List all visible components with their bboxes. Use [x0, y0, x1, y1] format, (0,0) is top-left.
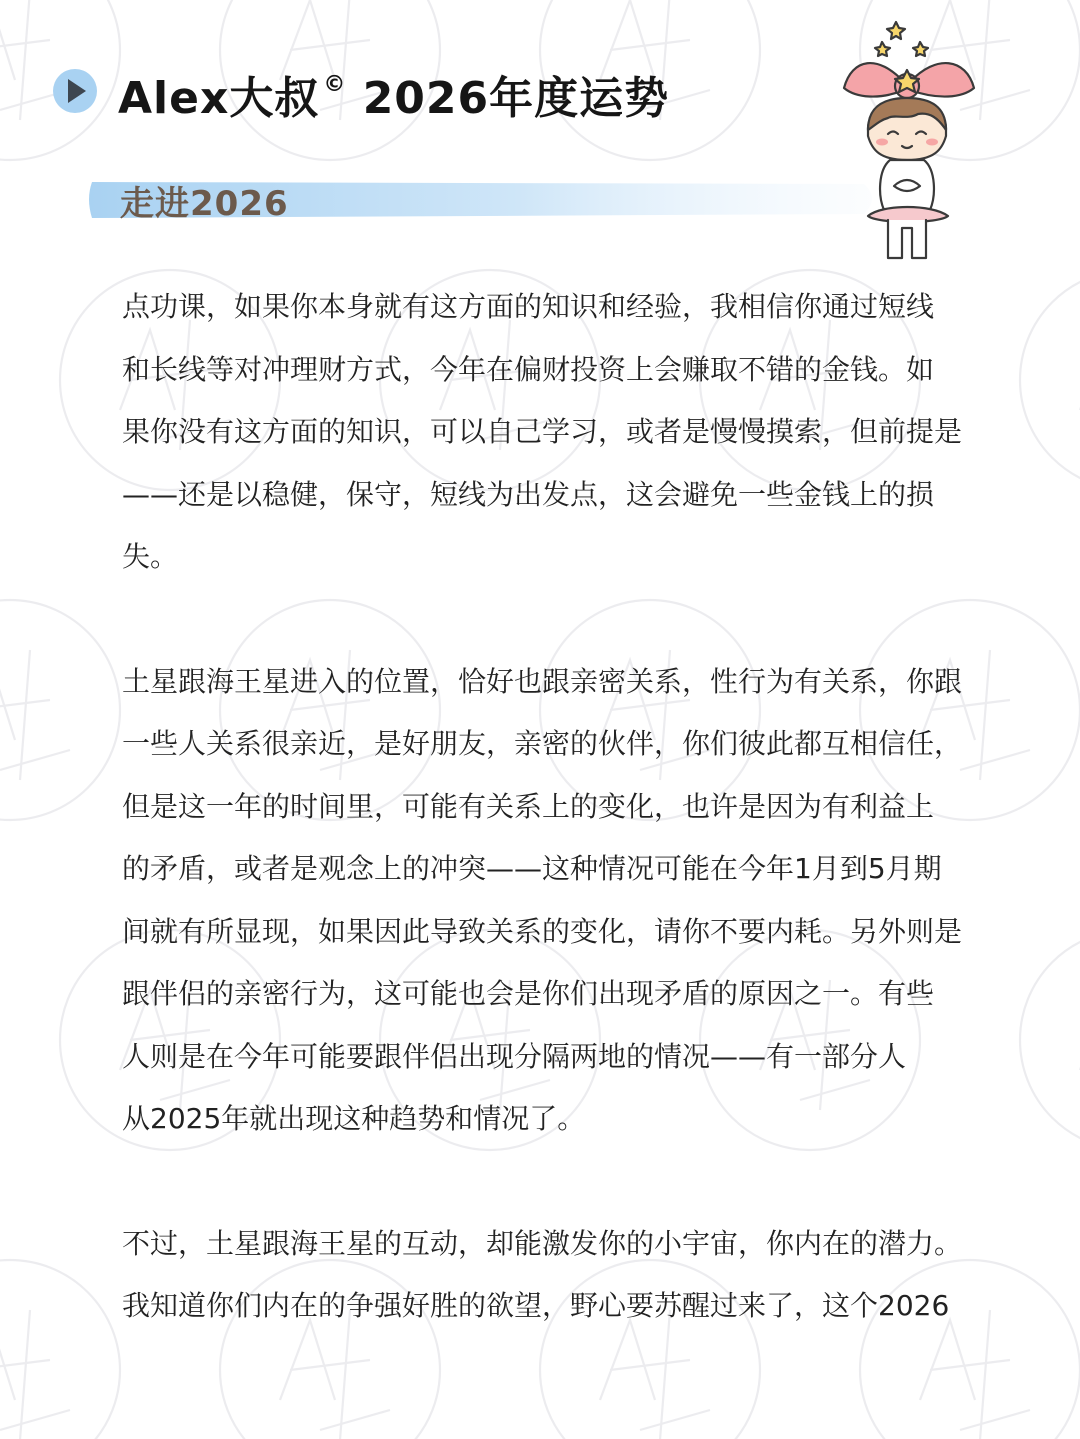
text-line: ——还是以稳健，保守，短线为出发点，这会避免一些金钱上的损: [122, 477, 935, 511]
text-line: 跟伴侣的亲密行为，这可能也会是你们出现矛盾的原因之一。有些: [122, 977, 935, 1010]
text-line: 的矛盾，或者是观念上的冲突——这种情况可能在今年1月到5月期: [122, 852, 942, 885]
text-line: 点功课，如果你本身就有这方面的知识和经验，我相信你通过短线: [122, 290, 935, 323]
article-body: [122, 276, 972, 1400]
text-line: 果你没有这方面的知识，可以自己学习，或者是慢慢摸索，但前提是: [122, 415, 963, 448]
text-line: 失。: [122, 540, 179, 573]
mascot-illustration: [838, 10, 978, 268]
header: [52, 60, 832, 124]
text-line: 从2025年就出现这种趋势和情况了。: [122, 1102, 586, 1135]
page-title: Alex大叔 © 2026年度运势: [118, 72, 670, 124]
section-subtitle: 走进2026: [120, 184, 289, 224]
text-line: 一些人关系很亲近，是好朋友，亲密的伙伴，你们彼此都互相信任，: [122, 727, 963, 760]
text-line: 不过，土星跟海王星的互动，却能激发你的小宇宙，你内在的潜力。: [122, 1226, 963, 1260]
play-icon: [52, 68, 98, 114]
paragraph: [122, 1213, 972, 1338]
text-line: 人则是在今年可能要跟伴侣出现分隔两地的情况——有一部分人: [122, 1039, 907, 1073]
paragraph: [122, 651, 972, 1151]
text-line: 我知道你们内在的争强好胜的欲望，野心要苏醒过来了，这个2026: [122, 1289, 950, 1322]
text-line: 土星跟海王星进入的位置，恰好也跟亲密关系，性行为有关系，你跟: [122, 664, 963, 698]
text-line: 但是这一年的时间里，可能有关系上的变化，也许是因为有利益上: [122, 789, 935, 823]
text-line: 和长线等对冲理财方式，今年在偏财投资上会赚取不错的金钱。如: [122, 352, 935, 386]
paragraph: [122, 276, 972, 589]
text-line: 间就有所显现，如果因此导致关系的变化，请你不要内耗。另外则是: [122, 914, 963, 948]
